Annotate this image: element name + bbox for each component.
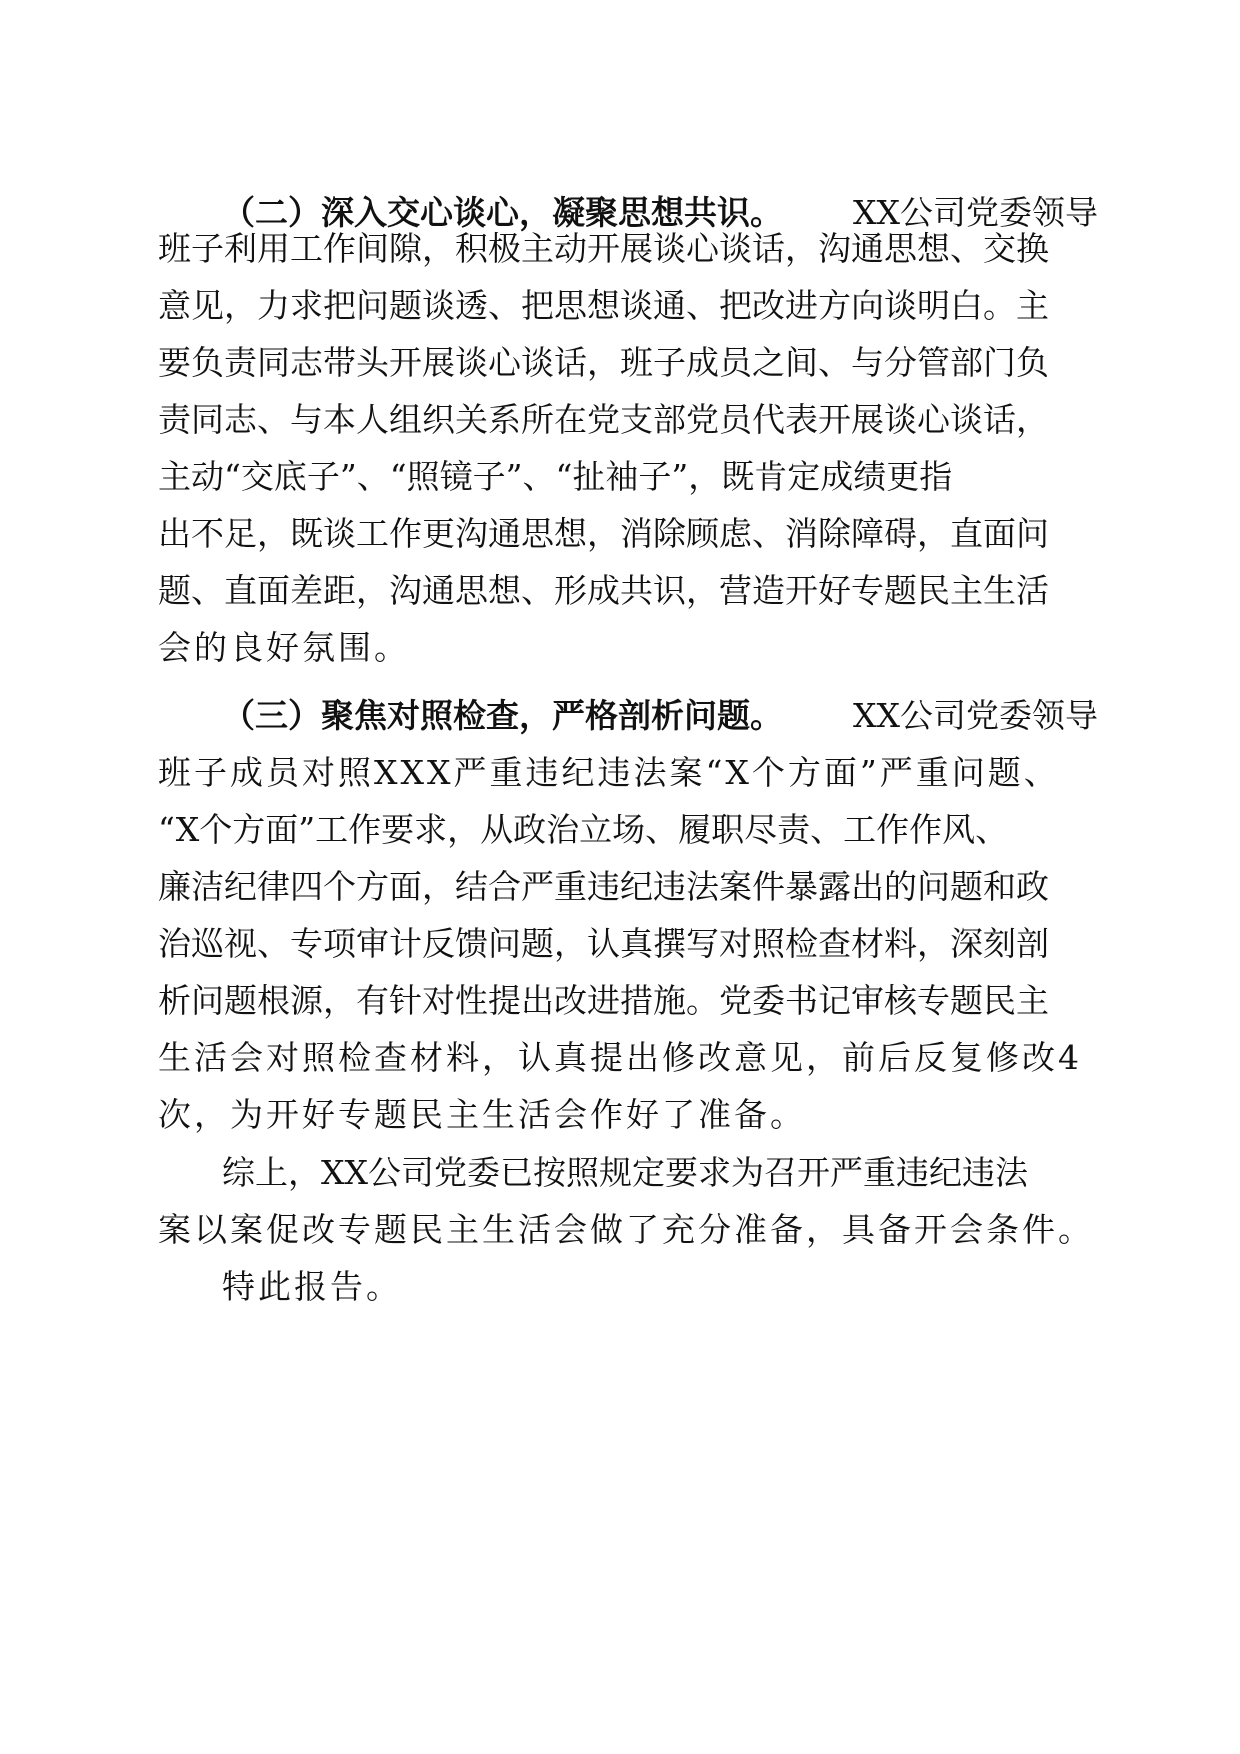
paragraph-line: 班子成员对照XXX严重违纪违法案“X个方面”严重问题、 xyxy=(158,753,1060,792)
section-2-line xyxy=(158,514,1098,554)
section-3-line xyxy=(158,981,1098,1021)
paragraph-line: 出不足，既谈工作更沟通思想，消除顾虑、消除障碍，直面问 xyxy=(158,514,1049,553)
paragraph-line: 责同志、与本人组织关系所在党支部党员代表开展谈心谈话， xyxy=(158,400,1049,439)
paragraph-line: 治巡视、专项审计反馈问题，认真撰写对照检查材料，深刻剖 xyxy=(158,924,1049,963)
section-3-line xyxy=(158,867,1098,907)
conclusion-line xyxy=(222,1153,1098,1193)
paragraph-line: 题、直面差距，沟通思想、形成共识，营造开好专题民主生活 xyxy=(158,571,1049,610)
closing-line xyxy=(222,1267,1098,1307)
section-2-first-line xyxy=(222,193,1098,233)
section-2-line xyxy=(158,400,1098,440)
paragraph-line: 会的良好氛围。 xyxy=(158,628,410,667)
section-2-line xyxy=(158,571,1098,611)
paragraph-line: 要负责同志带头开展谈心谈话，班子成员之间、与分管部门负 xyxy=(158,343,1049,382)
section-2-line xyxy=(158,457,1098,497)
paragraph-line: 班子利用工作间隙，积极主动开展谈心谈话，沟通思想、交换 xyxy=(158,229,1049,268)
section-2-line xyxy=(158,229,1098,269)
section-2-heading: （二）深入交心谈心，凝聚思想共识。 xyxy=(222,193,783,232)
paragraph-line: 意见，力求把问题谈透、把思想谈通、把改进方向谈明白。主 xyxy=(158,286,1049,325)
section-3-line xyxy=(158,810,1098,850)
section-3-line xyxy=(158,1038,1098,1078)
section-2-text-line: XX公司党委领导 xyxy=(853,193,1098,232)
section-2-line xyxy=(158,286,1098,326)
paragraph-line: 案以案促改专题民主生活会做了充分准备，具备开会条件。 xyxy=(158,1210,1094,1249)
paragraph-line: 主动“交底子”、“照镜子”、“扯袖子”，既肯定成绩更指 xyxy=(158,457,953,496)
conclusion-line xyxy=(158,1210,1098,1250)
section-2-line xyxy=(158,628,1098,668)
paragraph-line: “X个方面”工作要求，从政治立场、履职尽责、工作作风、 xyxy=(158,810,1009,849)
section-3-first-line xyxy=(222,696,1098,736)
section-3-line xyxy=(158,1095,1098,1135)
section-3-line xyxy=(158,924,1098,964)
paragraph-line: 次，为开好专题民主生活会作好了准备。 xyxy=(158,1095,806,1134)
paragraph-line: 廉洁纪律四个方面，结合严重违纪违法案件暴露出的问题和政 xyxy=(158,867,1049,906)
section-3-text-line: XX公司党委领导 xyxy=(853,696,1098,735)
paragraph-line: 生活会对照检查材料，认真提出修改意见，前后反复修改4 xyxy=(158,1038,1082,1077)
section-3-heading: （三）聚焦对照检查，严格剖析问题。 xyxy=(222,696,783,735)
paragraph-line: 综上，XX公司党委已按照规定要求为召开严重违纪违法 xyxy=(222,1153,1028,1192)
paragraph-line: 析问题根源，有针对性提出改进措施。党委书记审核专题民主 xyxy=(158,981,1049,1020)
closing-text: 特此报告。 xyxy=(222,1267,402,1306)
section-3-line xyxy=(158,753,1098,793)
section-2-line xyxy=(158,343,1098,383)
